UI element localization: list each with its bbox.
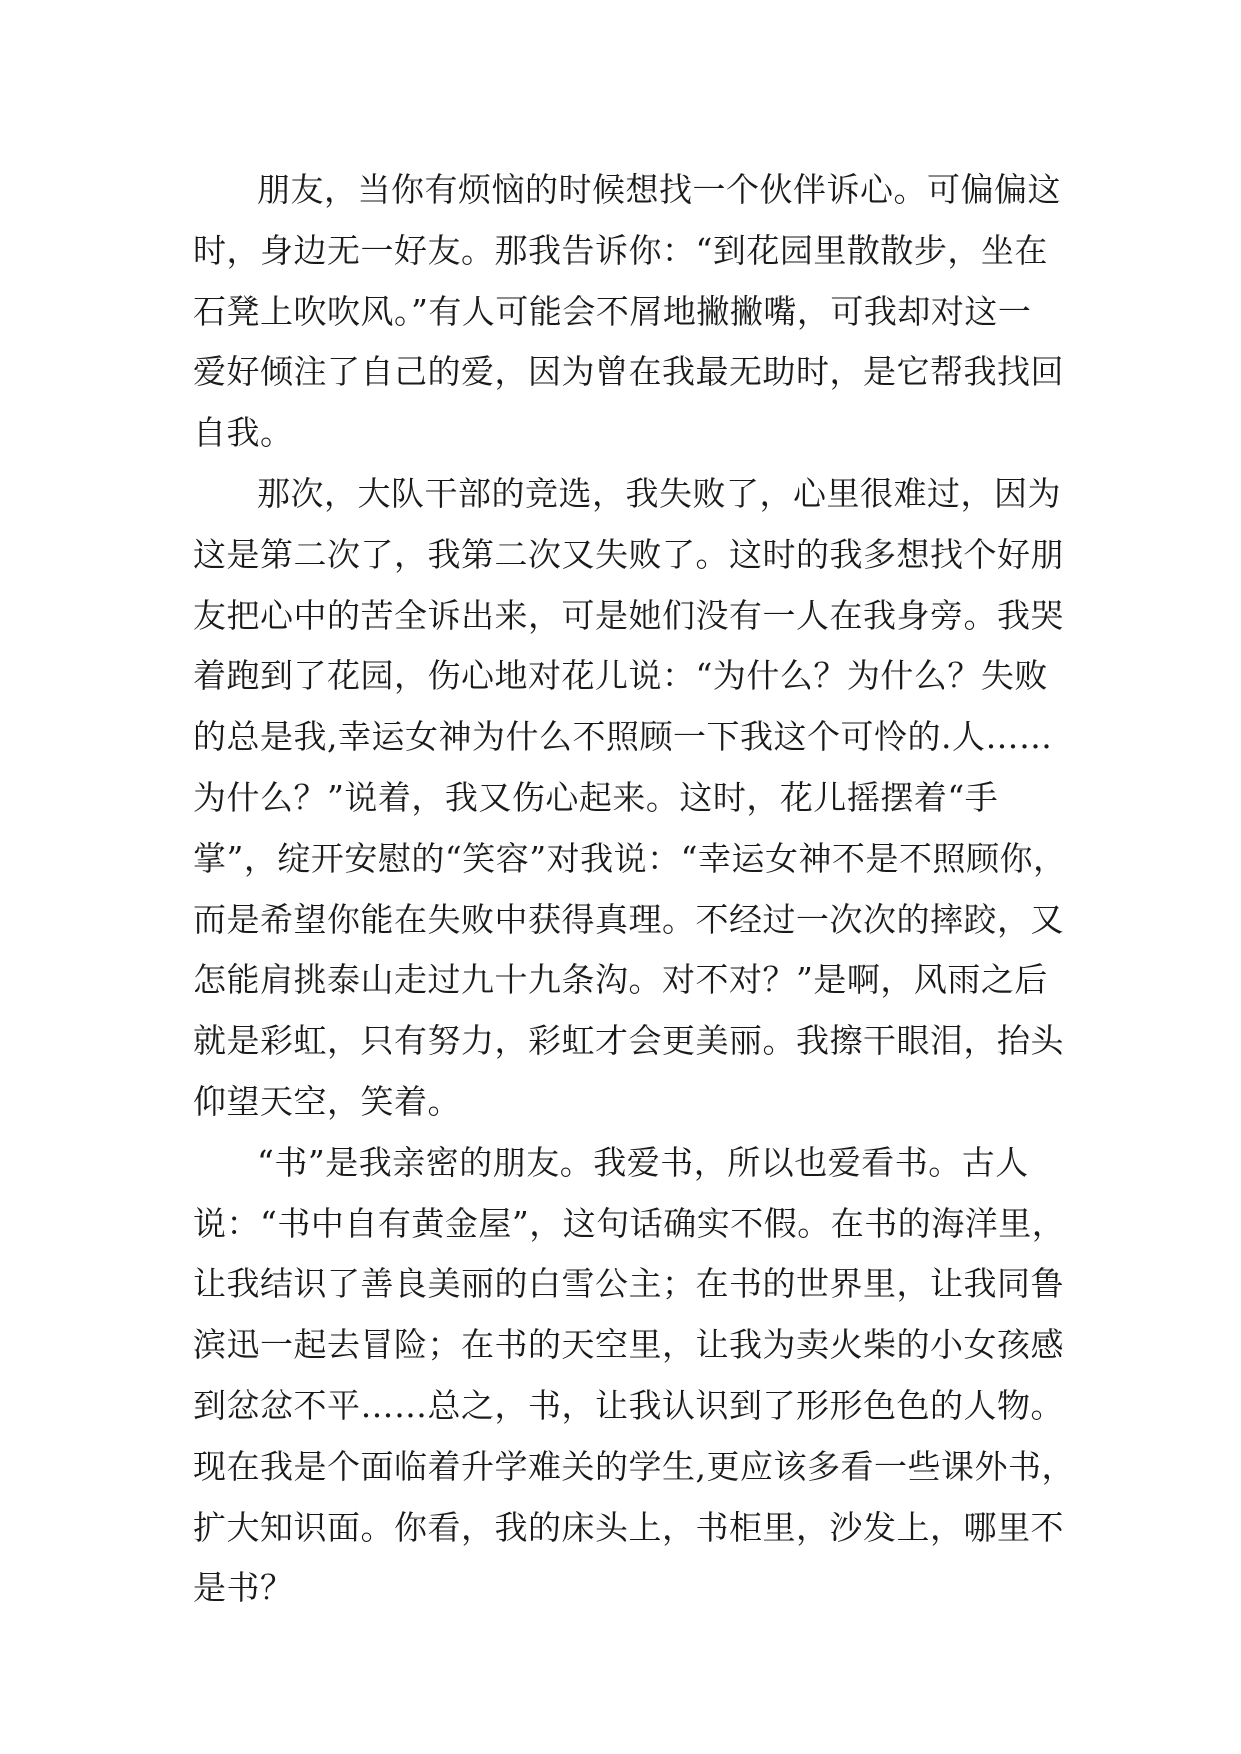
paragraph-3 <box>193 1133 1075 1619</box>
text-line: 这是第二次了，我第二次又失败了。这时的我多想找个好朋 <box>193 534 1064 574</box>
text-line: 自我。 <box>193 413 294 453</box>
paragraph-2 <box>193 464 1067 1133</box>
text-line: “书”是我亲密的朋友。我爱书，所以也爱看书。古人 <box>257 1142 1029 1182</box>
text-line: 扩大知识面。你看，我的床头上，书柜里，沙发上，哪里不 <box>193 1507 1064 1547</box>
text-line: 滨迅一起去冒险；在书的天空里，让我为卖火柴的小女孩感 <box>193 1325 1064 1365</box>
text-line: 就是彩虹，只有努力，彩虹才会更美丽。我擦干眼泪，抬头 <box>193 1021 1064 1061</box>
text-line: 着跑到了花园，伤心地对花儿说：“为什么？为什么？失败 <box>193 656 1048 696</box>
text-line: 朋友，当你有烦恼的时候想找一个伙伴诉心。可偏偏这 <box>257 170 1061 209</box>
text-line: 那次，大队干部的竞选，我失败了，心里很难过，因为 <box>257 473 1061 513</box>
text-line: 石凳上吹吹风。”有人可能会不屑地撇撇嘴，可我却对这一 <box>193 291 1032 331</box>
text-line: 为什么？”说着，我又伤心起来。这时，花儿摇摆着“手 <box>193 777 999 817</box>
text-line: 让我结识了善良美丽的白雪公主；在书的世界里，让我同鲁 <box>193 1264 1064 1304</box>
text-line: 怎能肩挑泰山走过九十九条沟。对不对？”是啊，风雨之后 <box>193 960 1048 1000</box>
text-line: 是书？ <box>193 1568 294 1608</box>
document-body <box>193 160 1075 1619</box>
text-line: 时，身边无一好友。那我告诉你：“到花园里散散步，坐在 <box>193 230 1048 270</box>
text-line: 掌”，绽开安慰的“笑容”对我说：“幸运女神不是不照顾你， <box>193 838 1067 878</box>
text-line: 到忿忿不平……总之，书，让我认识到了形形色色的人物。 <box>193 1385 1064 1425</box>
text-line: 爱好倾注了自己的爱，因为曾在我最无助时，是它帮我找回 <box>193 352 1064 392</box>
text-line: 友把心中的苦全诉出来，可是她们没有一人在我身旁。我哭 <box>193 595 1064 635</box>
text-line: 仰望天空，笑着。 <box>193 1081 461 1121</box>
paragraph-1 <box>193 160 1064 464</box>
text-line: 而是希望你能在失败中获得真理。不经过一次次的摔跤，又 <box>193 899 1064 939</box>
text-line: 的总是我,幸运女神为什么不照顾一下我这个可怜的.人…… <box>193 717 1053 757</box>
text-line: 说：“书中自有黄金屋”，这句话确实不假。在书的海洋里， <box>193 1203 1066 1243</box>
text-line: 现在我是个面临着升学难关的学生,更应该多看一些课外书， <box>193 1446 1075 1486</box>
